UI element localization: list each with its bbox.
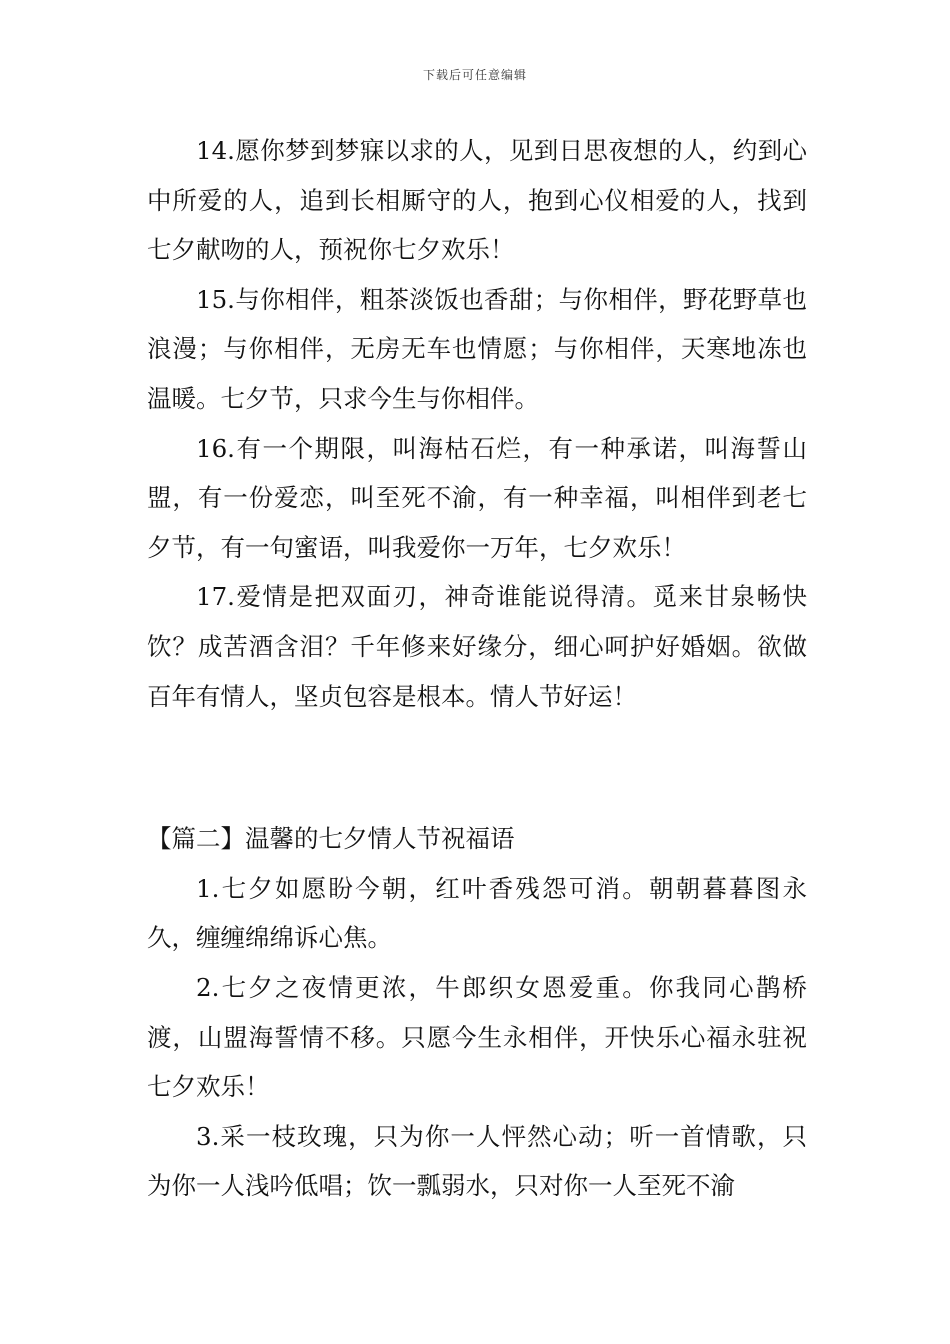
section-title: 【篇二】温馨的七夕情人节祝福语 [147,824,515,854]
page-header: 下载后可任意编辑 [422,68,527,82]
paragraph-15: 15.与你相伴，粗茶淡饭也香甜；与你相伴，野花野草也浪漫；与你相伴，无房无车也情愿；与你相伴，天寒地冻也温暖。七夕节，只求今生与你相伴。 [147,284,807,413]
paragraph-16: 16.有一个期限，叫海枯石烂，有一种承诺，叫海誓山盟，有一份爱恋，叫至死不渝，有一种幸福，叫相伴到老七夕节，有一句蜜语，叫我爱你一万年，七夕欢乐！ [147,433,807,562]
document-body [147,126,807,1211]
paragraph-14: 14.愿你梦到梦寐以求的人，见到日思夜想的人，约到心中所爱的人，追到长相厮守的人，抱到心仪相爱的人，找到七夕献吻的人，预祝你七夕欢乐！ [147,136,807,265]
paragraph-2: 2.七夕之夜情更浓，牛郎织女恩爱重。你我同心鹊桥渡，山盟海誓情不移。只愿今生永相伴，开快乐心福永驻祝七夕欢乐！ [147,972,807,1102]
paragraph-17: 17.爱情是把双面刃，神奇谁能说得清。觅来甘泉畅快饮？成苦酒含泪？千年修来好缘分，细心呵护好婚姻。欲做百年有情人，坚贞包容是根本。情人节好运！ [147,582,807,711]
paragraph-1: 1.七夕如愿盼今朝，红叶香残怨可消。朝朝暮暮图永久，缠缠绵绵诉心焦。 [147,873,807,953]
paragraph-3: 3.采一枝玫瑰，只为你一人怦然心动；听一首情歌，只为你一人浅吟低唱；饮一瓢弱水，只对你一人至死不渝 [147,1121,807,1201]
